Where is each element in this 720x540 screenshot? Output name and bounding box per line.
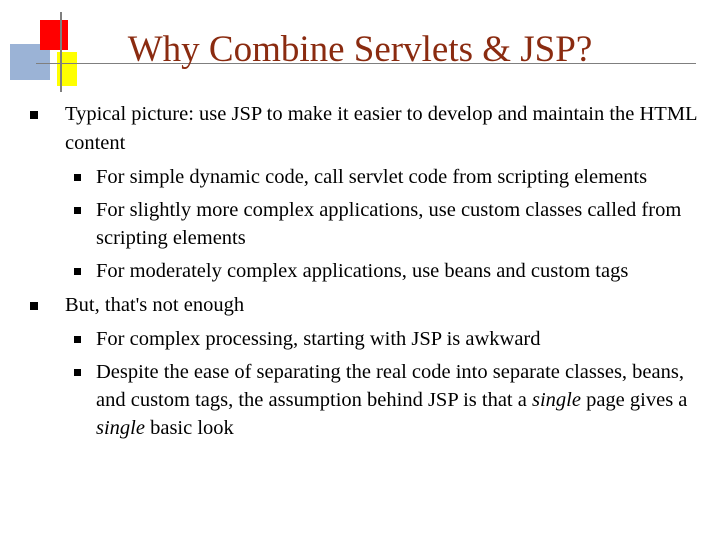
bullet-item (0, 291, 720, 320)
square-bullet-icon (74, 174, 81, 181)
bullet-text: But, that's not enough (65, 294, 245, 316)
sub-bullet-text: For complex processing, starting with JSP is awkward (96, 328, 541, 350)
sub-bullet-text: Despite the ease of separating the real code into separate classes, beans, and custom tags, the assumption behind JSP is that a single page gives a single basic look (96, 361, 688, 439)
emphasis-single: single (96, 417, 145, 439)
square-bullet-icon (74, 268, 81, 275)
square-bullet-icon (30, 302, 38, 310)
emphasis-single: single (531, 389, 581, 411)
sub-bullet-text: For slightly more complex applications, use custom classes called from scripting elements (96, 199, 682, 249)
square-bullet-icon (30, 111, 38, 119)
sub-bullet-item (0, 325, 720, 353)
slide-title: Why Combine Servlets & JSP? (127, 29, 593, 70)
square-bullet-icon (74, 207, 81, 214)
square-bullet-icon (74, 369, 81, 376)
bullet-item (0, 100, 720, 158)
sub-bullet-item (0, 257, 720, 285)
sub-bullet-item (0, 163, 720, 191)
sub-bullet-text: For moderately complex applications, use beans and custom tags (96, 260, 629, 282)
sub-bullet-item (0, 196, 720, 252)
sub-bullet-text: For simple dynamic code, call servlet code from scripting elements (96, 166, 648, 188)
bullet-text: Typical picture: use JSP to make it easier to develop and maintain the HTML content (65, 103, 697, 154)
slide-body (0, 100, 720, 442)
square-bullet-icon (74, 336, 81, 343)
sub-bullet-item (0, 358, 720, 442)
